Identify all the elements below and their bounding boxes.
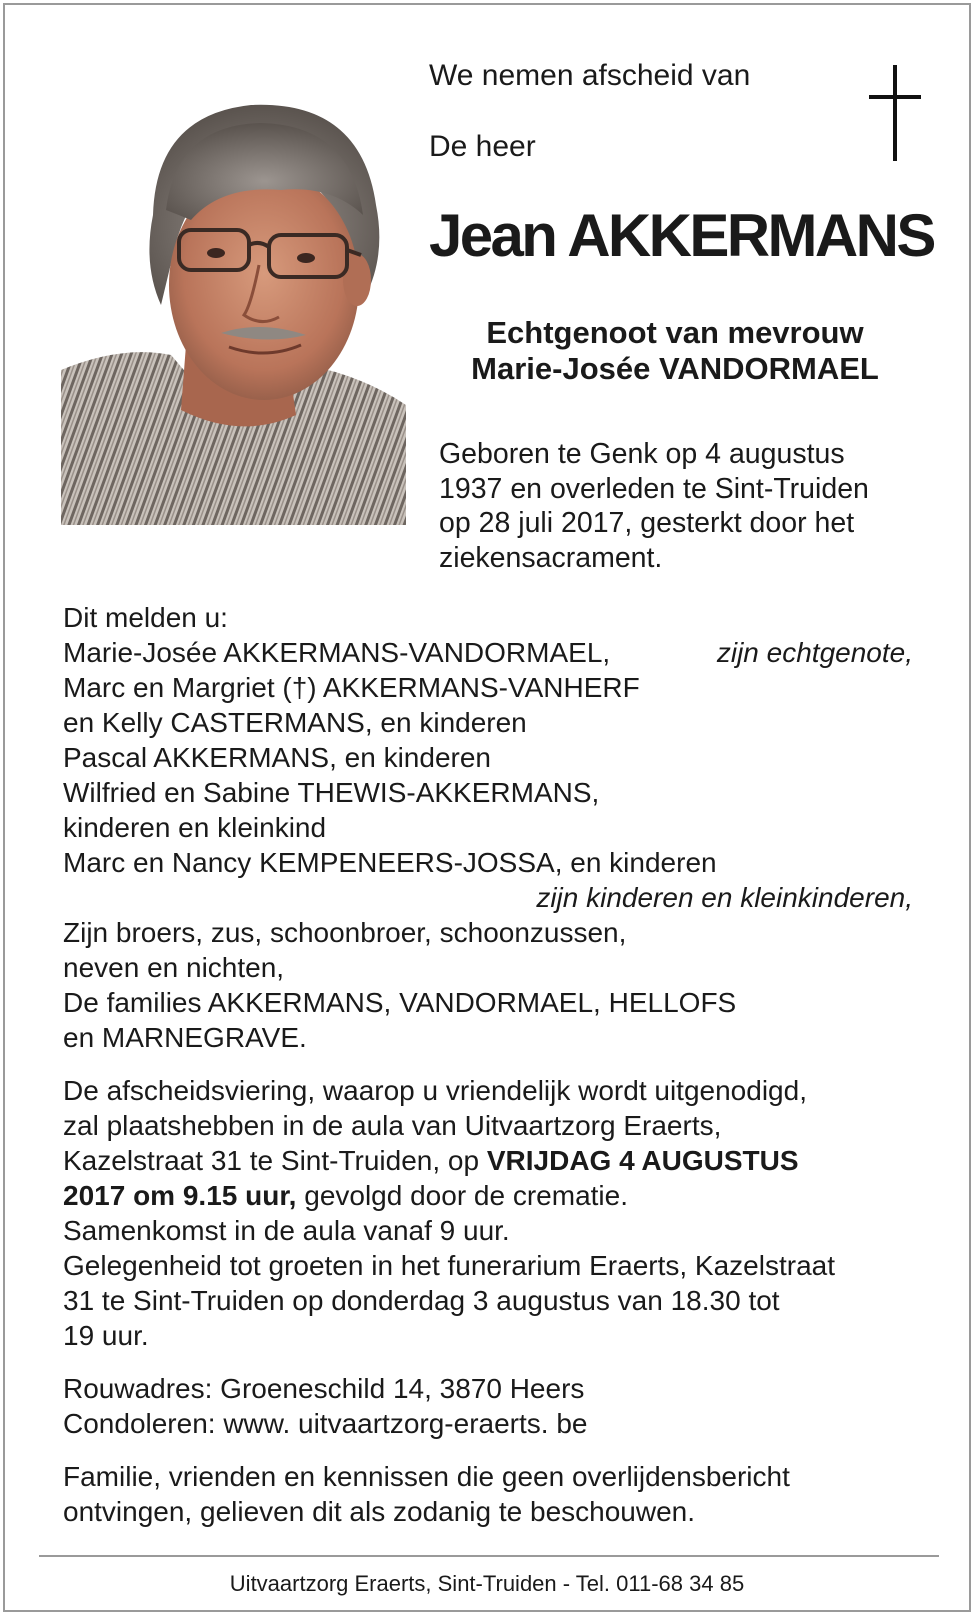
child-line: Pascal AKKERMANS, en kinderen bbox=[63, 742, 491, 773]
birth-line: 1937 en overleden te Sint-Truiden bbox=[439, 472, 869, 505]
honorific: De heer bbox=[429, 130, 536, 163]
birth-death-block bbox=[439, 437, 939, 575]
child-line: Marc en Nancy KEMPENEERS-JOSSA, en kinderen bbox=[63, 847, 717, 878]
family-line: neven en nichten, bbox=[63, 952, 285, 983]
spouse-block bbox=[415, 315, 935, 387]
footer-text: Uitvaartzorg Eraerts, Sint-Truiden - Tel. 011-68 34 85 bbox=[229, 1571, 745, 1596]
family-line: Zijn broers, zus, schoonbroer, schoonzussen, bbox=[63, 917, 627, 948]
birth-line: op 28 juli 2017, gesterkt door het bbox=[439, 507, 855, 539]
obituary-card bbox=[3, 3, 971, 1612]
family-line: De families AKKERMANS, VANDORMAEL, HELLOFS bbox=[63, 987, 737, 1018]
birth-line: ziekensacrament. bbox=[439, 541, 663, 574]
deceased-name: Jean AKKERMANS bbox=[429, 202, 934, 269]
footer-divider bbox=[39, 1555, 939, 1557]
spouse-line-2: Marie-Josée VANDORMAEL bbox=[471, 351, 879, 386]
ceremony-line bbox=[63, 1178, 923, 1213]
wife-row bbox=[63, 635, 923, 670]
mourning-address: Rouwadres: Groeneschild 14, 3870 Heers bbox=[63, 1373, 585, 1404]
ceremony-line: 31 te Sint-Truiden op donderdag 3 augustus van 18.30 tot bbox=[63, 1285, 780, 1316]
address-block bbox=[63, 1371, 923, 1441]
child-line: kinderen en kleinkind bbox=[63, 812, 327, 843]
ceremony-line: Gelegenheid tot groeten in het funerarium Eraerts, Kazelstraat bbox=[63, 1250, 835, 1281]
ceremony-line bbox=[63, 1143, 923, 1178]
family-line: en MARNEGRAVE. bbox=[63, 1022, 307, 1053]
ceremony-line: 19 uur. bbox=[63, 1320, 149, 1351]
notice-line: ontvingen, gelieven dit als zodanig te beschouwen. bbox=[63, 1496, 695, 1527]
birth-line: Geboren te Genk op 4 augustus bbox=[439, 438, 845, 470]
ceremony-date: VRIJDAG 4 AUGUSTUS bbox=[486, 1145, 799, 1176]
cross-icon bbox=[867, 65, 927, 165]
wife-name: Marie-Josée AKKERMANS-VANDORMAEL, bbox=[63, 637, 611, 668]
notice-block bbox=[63, 1459, 923, 1529]
portrait-photo bbox=[61, 95, 406, 525]
announcement-body bbox=[63, 600, 923, 1529]
children-role-row bbox=[63, 880, 923, 915]
notice-line: Familie, vrienden en kennissen die geen overlijdensbericht bbox=[63, 1461, 790, 1492]
ceremony-time: 2017 om 9.15 uur, bbox=[63, 1180, 297, 1211]
wife-role: zijn echtgenote, bbox=[716, 637, 913, 668]
ceremony-line: De afscheidsviering, waarop u vriendelijk wordt uitgenodigd, bbox=[63, 1075, 807, 1106]
ceremony-block bbox=[63, 1073, 923, 1353]
ceremony-text: gevolgd door de crematie. bbox=[296, 1180, 628, 1211]
child-line: Marc en Margriet (†) AKKERMANS-VANHERF bbox=[63, 672, 640, 703]
condolence-url: Condoleren: www. uitvaartzorg-eraerts. be bbox=[63, 1408, 588, 1439]
ceremony-text: Kazelstraat 31 te Sint-Truiden, op bbox=[63, 1145, 487, 1176]
ceremony-line: Samenkomst in de aula vanaf 9 uur. bbox=[63, 1215, 510, 1246]
ceremony-line: zal plaatshebben in de aula van Uitvaartzorg Eraerts, bbox=[63, 1110, 722, 1141]
child-line: Wilfried en Sabine THEWIS-AKKERMANS, bbox=[63, 777, 600, 808]
children-role: zijn kinderen en kleinkinderen, bbox=[536, 882, 913, 913]
child-line: en Kelly CASTERMANS, en kinderen bbox=[63, 707, 527, 738]
announce-intro: Dit melden u: bbox=[63, 602, 228, 633]
intro-text: We nemen afscheid van bbox=[429, 59, 751, 92]
spouse-line-1: Echtgenoot van mevrouw bbox=[486, 315, 864, 350]
